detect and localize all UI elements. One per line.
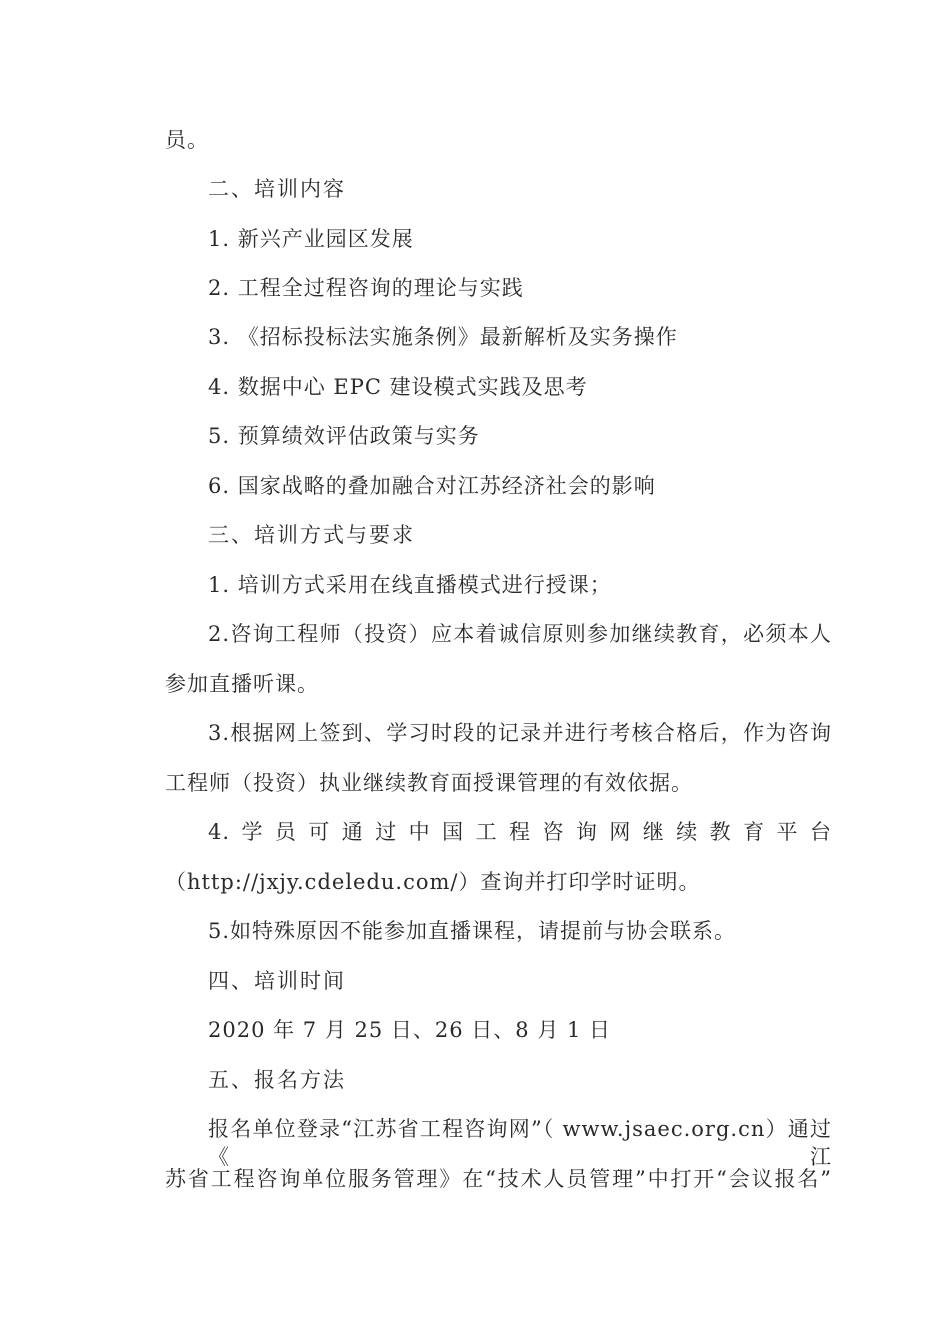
text-line: 员。 <box>165 128 209 152</box>
list-item: 5. 预算绩效评估政策与实务 <box>208 424 480 448</box>
list-item: 3.根据网上签到、学习时段的记录并进行考核合格后，作为咨询 <box>208 721 832 745</box>
list-item: 5.如特殊原因不能参加直播课程，请提前与协会联系。 <box>208 919 737 943</box>
text-line: （http://jxjy.cdeledu.com/）查询并打印学时证明。 <box>165 870 701 894</box>
list-item: 4.学员可通过中国工程咨询网继续教育平台 <box>208 820 832 844</box>
text-line: 工程师（投资）执业继续教育面授课管理的有效依据。 <box>165 771 693 795</box>
section-heading-training-time: 四、培训时间 <box>208 969 346 993</box>
text-line: 苏省工程咨询单位服务管理》在“技术人员管理”中打开“会议报名” <box>165 1167 832 1191</box>
text-line: 报名单位登录“江苏省工程咨询网”（ www.jsaec.org.cn）通过《江 <box>208 1117 832 1169</box>
list-item: 1. 新兴产业园区发展 <box>208 227 414 251</box>
section-heading-registration: 五、报名方法 <box>208 1068 346 1092</box>
list-item: 3. 《招标投标法实施条例》最新解析及实务操作 <box>208 325 678 349</box>
training-dates: 2020 年 7 月 25 日、26 日、8 月 1 日 <box>208 1018 612 1042</box>
list-item: 2.咨询工程师（投资）应本着诚信原则参加继续教育，必须本人 <box>208 622 832 646</box>
list-item: 6. 国家战略的叠加融合对江苏经济社会的影响 <box>208 474 656 498</box>
section-heading-training-method: 三、培训方式与要求 <box>208 523 415 547</box>
list-item: 2. 工程全过程咨询的理论与实践 <box>208 276 524 300</box>
list-item: 4. 数据中心 EPC 建设模式实践及思考 <box>208 375 588 399</box>
list-item: 1. 培训方式采用在线直播模式进行授课； <box>208 573 612 597</box>
text-line: 参加直播听课。 <box>165 672 319 696</box>
section-heading-training-content: 二、培训内容 <box>208 177 346 201</box>
